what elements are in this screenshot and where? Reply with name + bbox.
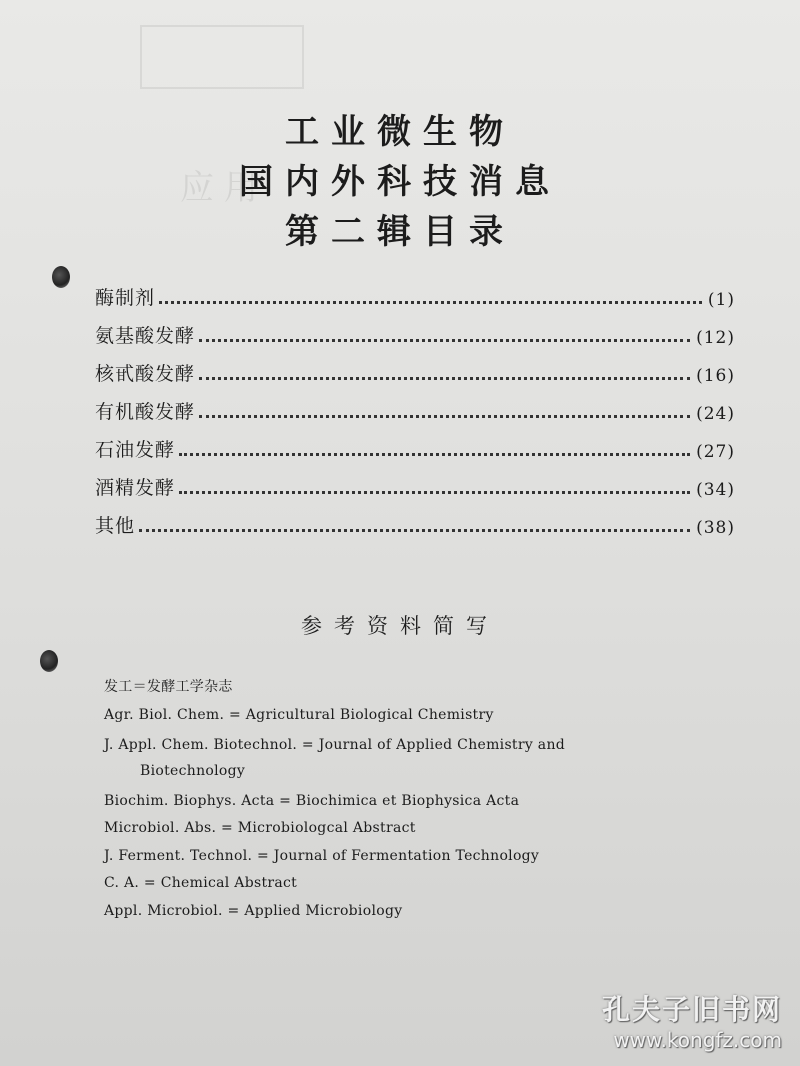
toc-row [95, 508, 735, 538]
toc-page-number: (12) [696, 328, 735, 348]
toc-row [95, 470, 735, 500]
toc-row [95, 356, 735, 386]
toc-page-number: (24) [696, 404, 735, 424]
toc-page-number: (16) [696, 366, 735, 386]
toc-page-number: (27) [696, 442, 735, 462]
leader-dots [179, 453, 690, 456]
toc-row [95, 280, 735, 310]
toc-label: 核甙酸发酵 [95, 363, 196, 385]
toc-page-number: (34) [696, 480, 735, 500]
abbreviation-line: Appl. Microbiol. = Applied Microbiology [104, 903, 403, 919]
abbreviation-line: Biochim. Biophys. Acta = Biochimica et Biophysica Acta [104, 793, 520, 809]
toc-row [95, 318, 735, 348]
abbreviation-line-continued: Biotechnology [140, 763, 246, 779]
title-line-1: 工业微生物 [285, 112, 515, 152]
leader-dots [199, 339, 690, 342]
punch-hole-bottom [40, 650, 58, 672]
punch-hole-top [52, 266, 70, 288]
toc-label: 有机酸发酵 [95, 401, 196, 423]
leader-dots [199, 377, 690, 380]
toc-row [95, 394, 735, 424]
leader-dots [139, 529, 690, 532]
abbreviations-heading: 参考资料简写 [301, 614, 499, 638]
toc-row [95, 432, 735, 462]
leader-dots [179, 491, 690, 494]
toc-label: 其他 [95, 515, 136, 537]
watermark-url: www.kongfz.com [613, 1028, 782, 1052]
toc-page-number: (38) [696, 518, 735, 538]
abbreviation-line: 发工＝发酵工学杂志 [104, 679, 233, 695]
bleed-through-text: 应用 [180, 168, 268, 208]
toc-label: 酶制剂 [95, 287, 156, 309]
abbreviation-line: C. A. = Chemical Abstract [104, 875, 298, 891]
bleed-through-frame [140, 25, 304, 89]
abbreviation-line: Agr. Biol. Chem. = Agricultural Biological Chemistry [104, 707, 494, 723]
toc-label: 氨基酸发酵 [95, 325, 196, 347]
leader-dots [199, 415, 690, 418]
table-of-contents [95, 280, 735, 550]
watermark-text: 孔夫子旧书网 [601, 993, 782, 1026]
title-line-2: 国内外科技消息 [239, 162, 561, 202]
abbreviation-line: J. Appl. Chem. Biotechnol. = Journal of Applied Chemistry and [104, 737, 566, 753]
toc-label: 石油发酵 [95, 439, 176, 461]
title-line-3: 第二辑目录 [285, 212, 515, 252]
toc-label: 酒精发酵 [95, 477, 176, 499]
watermark [602, 988, 782, 1052]
abbreviation-line: Microbiol. Abs. = Microbiologcal Abstract [104, 820, 416, 836]
toc-page-number: (1) [707, 290, 735, 310]
leader-dots [159, 301, 702, 304]
abbreviation-line: J. Ferment. Technol. = Journal of Fermentation Technology [104, 848, 540, 864]
